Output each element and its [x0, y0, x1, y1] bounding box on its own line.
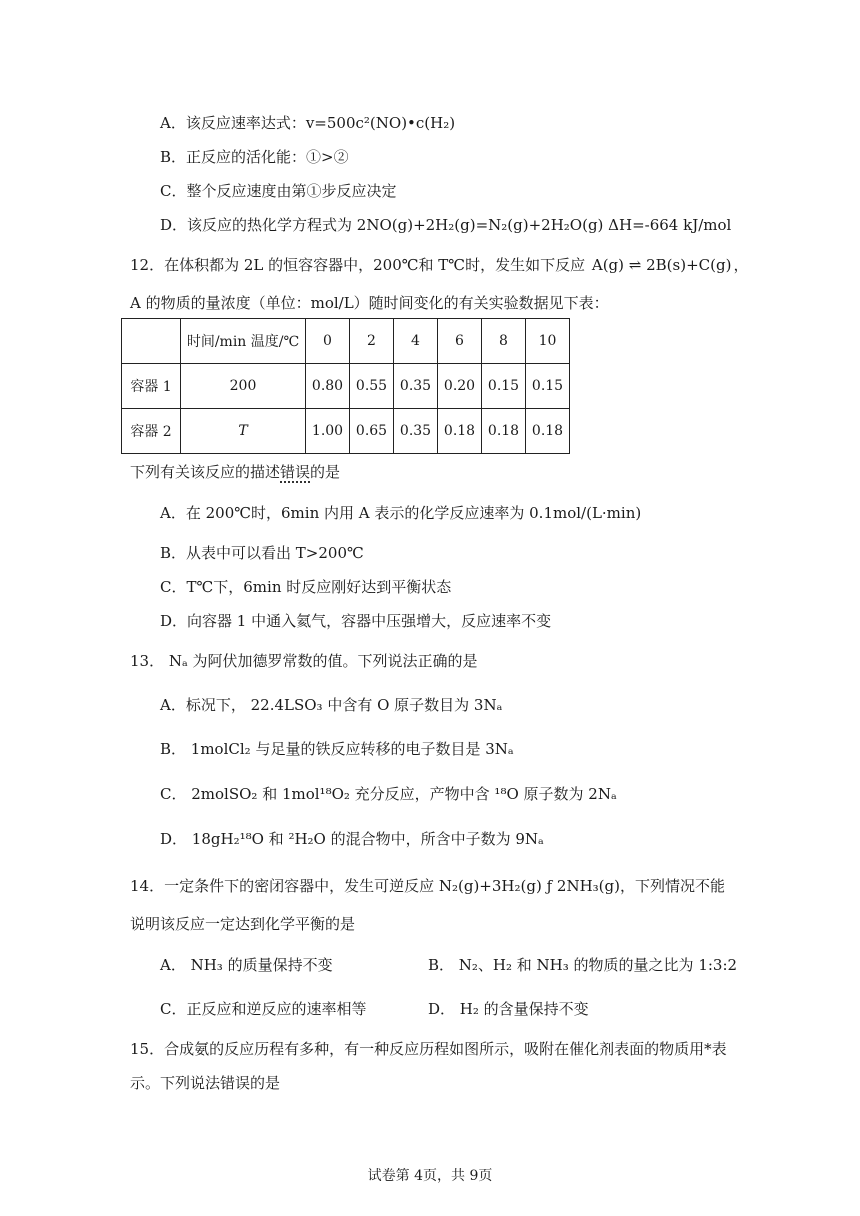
- table-cell: 0.55: [350, 364, 394, 409]
- q14-stem-line-1: 14．一定条件下的密闭容器中，发生可逆反应 N₂(g)+3H₂(g) ƒ 2NH₃(g)，下列情况不能: [130, 877, 725, 895]
- table-cell: 0.65: [350, 409, 394, 454]
- q13-stem: 13． Nₐ 为阿伏加德罗常数的值。下列说法正确的是: [130, 652, 478, 670]
- q11-option-c: C．整个反应速度由第①步反应决定: [160, 182, 397, 200]
- row-name: 容器 2: [122, 409, 181, 454]
- row-name: 容器 1: [122, 364, 181, 409]
- q13-option-d: D． 18gH₂¹⁸O 和 ²H₂O 的混合物中，所含中子数为 9Nₐ: [160, 830, 544, 848]
- table-time-4: 4: [394, 319, 438, 364]
- q12-prompt-pre: 下列有关该反应的描述: [130, 463, 281, 481]
- q13-option-b: B． 1molCl₂ 与足量的铁反应转移的电子数目是 3Nₐ: [160, 740, 514, 758]
- table-cell: 0.18: [482, 409, 526, 454]
- table-cell: 0.15: [526, 364, 570, 409]
- q12-option-a: A．在 200℃时，6min 内用 A 表示的化学反应速率为 0.1mol/(L·min): [160, 504, 642, 522]
- q14-option-c: C．正反应和逆反应的速率相等: [160, 1000, 367, 1018]
- q15-stem-line-2: 示。下列说法错误的是: [130, 1074, 281, 1092]
- q12-prompt: [130, 462, 340, 482]
- table-time-6: 6: [438, 319, 482, 364]
- q15-stem-line-1: 15．合成氨的反应历程有多种，有一种反应历程如图所示，吸附在催化剂表面的物质用*表: [130, 1040, 727, 1058]
- q11-option-d: D．该反应的热化学方程式为 2NO(g)+2H₂(g)=N₂(g)+2H₂O(g) ΔH=-664 kJ/mol: [160, 216, 732, 234]
- q13-option-a: A．标况下， 22.4LSO₃ 中含有 O 原子数目为 3Nₐ: [160, 696, 503, 714]
- table-time-0: 0: [306, 319, 350, 364]
- table-corner-cell: [122, 319, 181, 364]
- row-temp: T: [181, 409, 306, 454]
- q12-reaction-equation: A(g) ⇌ 2B(s)+C(g): [591, 256, 732, 274]
- q13-option-c: C． 2molSO₂ 和 1mol¹⁸O₂ 充分反应，产物中含 ¹⁸O 原子数为 2Nₐ: [160, 785, 617, 803]
- table-cell: 0.80: [306, 364, 350, 409]
- q14-option-d: D． H₂ 的含量保持不变: [428, 1000, 589, 1018]
- table-cell: 0.15: [482, 364, 526, 409]
- table-cell: 1.00: [306, 409, 350, 454]
- q12-stem-line-1: [130, 255, 748, 275]
- q14-option-a: A． NH₃ 的质量保持不变: [160, 956, 333, 974]
- table-time-2: 2: [350, 319, 394, 364]
- row-temp: 200: [181, 364, 306, 409]
- table-cell: 0.18: [438, 409, 482, 454]
- q11-option-b: B．正反应的活化能：①>②: [160, 148, 349, 166]
- q12-data-table: [121, 318, 570, 454]
- q12-stem-line-2: A 的物质的量浓度（单位：mol/L）随时间变化的有关实验数据见下表：: [130, 294, 609, 312]
- q12-stem-text: 12．在体积都为 2L 的恒容容器中，200℃和 T℃时，发生如下反应: [130, 256, 586, 274]
- q14-stem-line-2: 说明该反应一定达到化学平衡的是: [130, 915, 356, 933]
- q12-option-d: D．向容器 1 中通入氦气，容器中压强增大，反应速率不变: [160, 612, 552, 630]
- q12-stem-end: ，: [733, 256, 749, 274]
- table-row: [122, 364, 570, 409]
- table-header-row: [122, 319, 570, 364]
- table-cell: 0.35: [394, 364, 438, 409]
- q11-option-a: A．该反应速率达式：v=500c²(NO)•c(H₂): [160, 114, 456, 132]
- q14-option-b: B． N₂、H₂ 和 NH₃ 的物质的量之比为 1:3:2: [428, 956, 738, 974]
- table-cell: 0.35: [394, 409, 438, 454]
- page-footer: 试卷第 4页，共 9页: [367, 1168, 493, 1184]
- q12-prompt-emphasis: 错误: [280, 463, 311, 481]
- q12-option-c: C．T℃下，6min 时反应刚好达到平衡状态: [160, 578, 452, 596]
- table-time-8: 8: [482, 319, 526, 364]
- table-cell: 0.18: [526, 409, 570, 454]
- table-time-10: 10: [526, 319, 570, 364]
- table-cell: 0.20: [438, 364, 482, 409]
- q12-option-b: B．从表中可以看出 T>200℃: [160, 544, 364, 562]
- q12-prompt-post: 的是: [310, 463, 341, 481]
- table-row: [122, 409, 570, 454]
- table-header-label: 时间/min 温度/℃: [181, 319, 306, 364]
